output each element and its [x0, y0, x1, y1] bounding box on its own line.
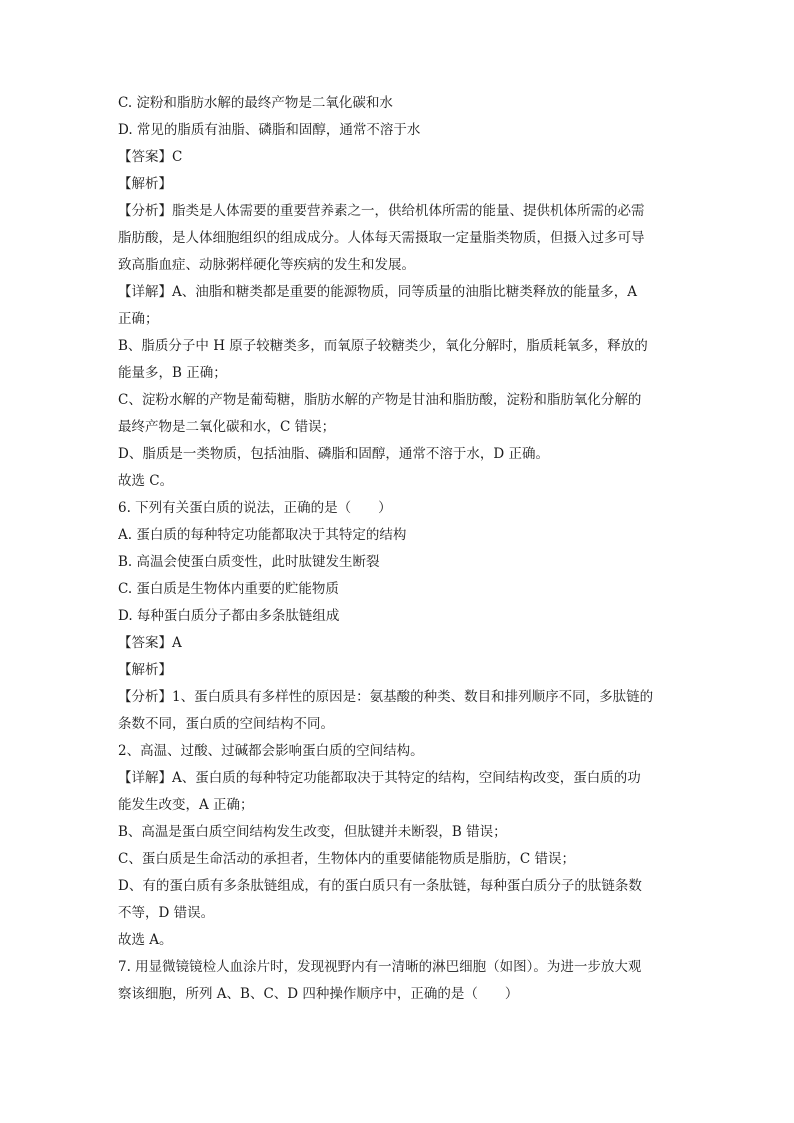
- detail-text: 能发生改变，A 正确；: [118, 797, 254, 813]
- detail-text: D、有的蛋白质有多条肽链组成，有的蛋白质只有一条肽链，每种蛋白质分子的肽链条数: [118, 878, 642, 894]
- analysis-text: 【分析】1、蛋白质具有多样性的原因是：氨基酸的种类、数目和排列顺序不同，多肽链的: [118, 689, 654, 705]
- detail-text: C、蛋白质是生命活动的承担者，生物体内的重要储能物质是脂肪，C 错误；: [118, 851, 575, 867]
- detail-text: 【详解】A、油脂和糖类都是重要的能源物质，同等质量的油脂比糖类释放的能量多，A: [118, 284, 637, 300]
- answer-line: 【答案】C: [118, 149, 183, 165]
- conclusion-line: 故选 C。: [118, 473, 174, 489]
- detail-text: 最终产物是二氧化碳和水，C 错误；: [118, 419, 336, 435]
- question-6-option-b: B. 高温会使蛋白质变性，此时肽键发生断裂: [118, 554, 380, 570]
- detail-text: 【详解】A、蛋白质的每种特定功能都取决于其特定的结构，空间结构改变，蛋白质的功: [118, 770, 641, 786]
- detail-text: D、脂质是一类物质，包括油脂、磷脂和固醇，通常不溶于水，D 正确。: [118, 446, 549, 462]
- question-7-stem: 7. 用显微镜镜检人血涂片时，发现视野内有一清晰的淋巴细胞（如图）。为进一步放大观: [118, 959, 642, 975]
- option-d-line: D. 常见的脂质有油脂、磷脂和固醇，通常不溶于水: [118, 122, 421, 138]
- question-6-option-c: C. 蛋白质是生物体内重要的贮能物质: [118, 581, 339, 597]
- detail-text: 不等，D 错误。: [118, 905, 215, 921]
- question-7-stem: 察该细胞，所列 A、B、C、D 四种操作顺序中，正确的是（ ）: [118, 986, 519, 1002]
- conclusion-line: 故选 A。: [118, 932, 173, 948]
- question-6-stem: 6. 下列有关蛋白质的说法，正确的是（ ）: [118, 500, 392, 516]
- analysis-text: 致高脂血症、动脉粥样硬化等疾病的发生和发展。: [118, 257, 415, 273]
- analysis-text: 2、高温、过酸、过碱都会影响蛋白质的空间结构。: [118, 743, 424, 759]
- document-page: [118, 90, 678, 1008]
- detail-text: 能量多，B 正确；: [118, 365, 227, 381]
- detail-text: 正确；: [118, 311, 159, 327]
- analysis-text: 脂肪酸，是人体细胞组织的组成成分。人体每天需摄取一定量脂类物质，但摄入过多可导: [118, 230, 645, 246]
- detail-text: B、脂质分子中 H 原子较糖类多，而氧原子较糖类少，氧化分解时，脂质耗氧多，释放的: [118, 338, 648, 354]
- question-6-option-a: A. 蛋白质的每种特定功能都取决于其特定的结构: [118, 527, 407, 543]
- answer-line: 【答案】A: [118, 635, 182, 651]
- analysis-heading: 【解析】: [118, 662, 172, 678]
- analysis-text: 【分析】脂类是人体需要的重要营养素之一，供给机体所需的能量、提供机体所需的必需: [118, 203, 645, 219]
- analysis-text: 条数不同，蛋白质的空间结构不同。: [118, 716, 334, 732]
- analysis-heading: 【解析】: [118, 176, 172, 192]
- option-c-line: C. 淀粉和脂肪水解的最终产物是二氧化碳和水: [118, 95, 393, 111]
- question-6-option-d: D. 每种蛋白质分子都由多条肽链组成: [118, 608, 340, 624]
- detail-text: C、淀粉水解的产物是葡萄糖，脂肪水解的产物是甘油和脂肪酸，淀粉和脂肪氧化分解的: [118, 392, 642, 408]
- detail-text: B、高温是蛋白质空间结构发生改变，但肽键并未断裂，B 错误；: [118, 824, 507, 840]
